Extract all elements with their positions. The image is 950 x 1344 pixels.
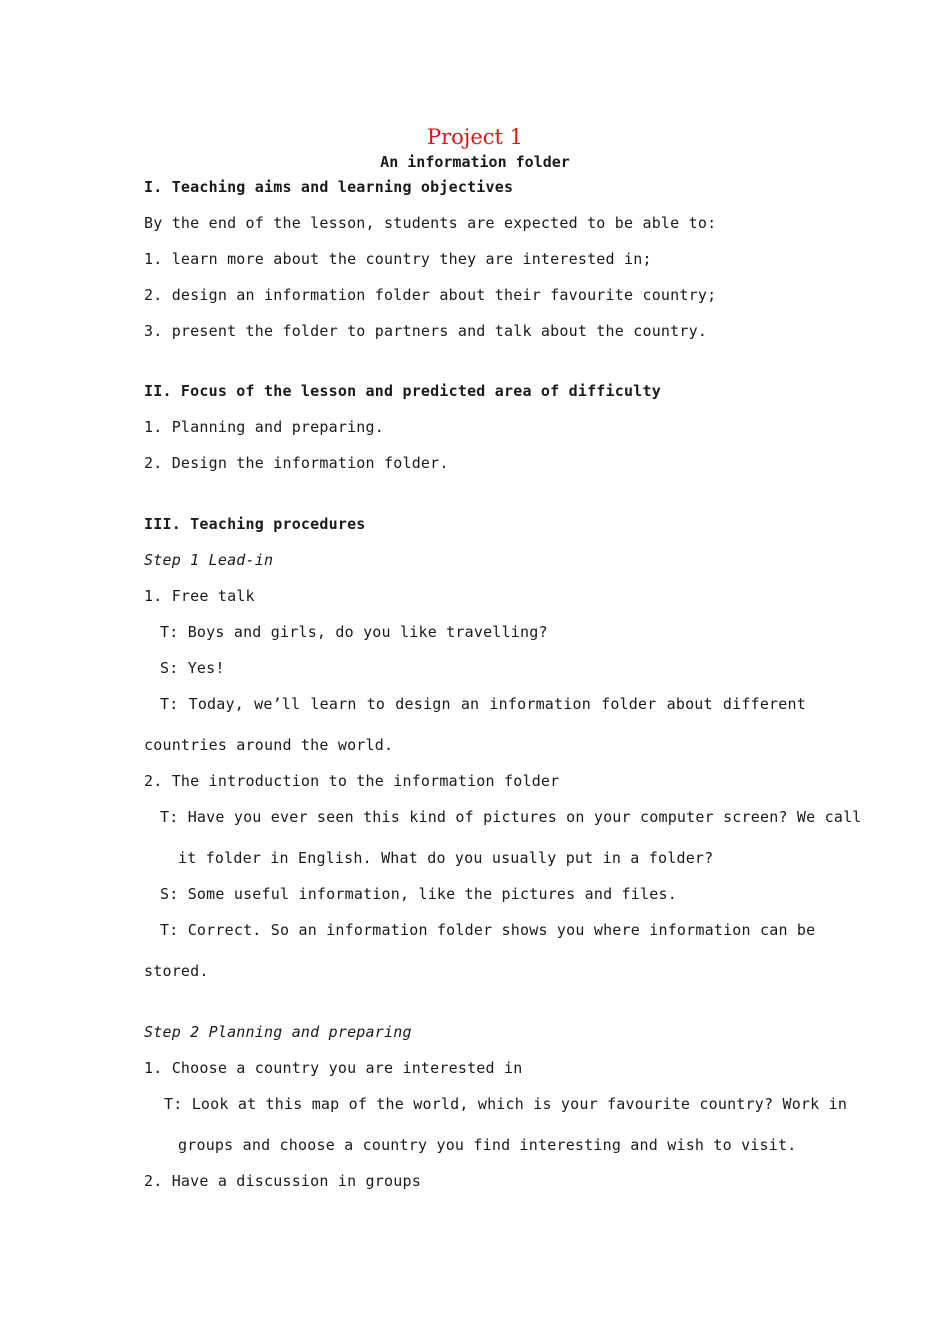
- document-title: Project 1: [427, 125, 523, 149]
- section-heading: II. Focus of the lesson and predicted area of difficulty: [144, 382, 661, 400]
- document-subtitle: An information folder: [380, 153, 570, 171]
- step-title: Step 1 Lead-in: [144, 551, 274, 569]
- dialogue-line: T: Have you ever seen this kind of pictures on your computer screen? We call: [160, 808, 862, 826]
- dialogue-line: S: Some useful information, like the pictures and files.: [160, 885, 677, 903]
- list-item: 1. Free talk: [144, 587, 255, 605]
- list-item: 1. Planning and preparing.: [144, 418, 384, 436]
- dialogue-line: T: Correct. So an information folder shows you where information can be: [160, 921, 816, 939]
- step-title: Step 2 Planning and preparing: [144, 1023, 412, 1041]
- list-item: 2. design an information folder about their favourite country;: [144, 286, 717, 304]
- dialogue-line: T: Today, we’ll learn to design an information folder about different: [160, 695, 806, 713]
- list-item: 2. Have a discussion in groups: [144, 1172, 421, 1190]
- section-heading: I. Teaching aims and learning objectives: [144, 178, 514, 196]
- list-item: 2. The introduction to the information folder: [144, 772, 560, 790]
- dialogue-continuation: groups and choose a country you find interesting and wish to visit.: [178, 1136, 797, 1154]
- list-item: 1. learn more about the country they are interested in;: [144, 250, 652, 268]
- list-item: 3. present the folder to partners and talk about the country.: [144, 322, 708, 340]
- paragraph: By the end of the lesson, students are expected to be able to:: [144, 214, 717, 232]
- section-heading: III. Teaching procedures: [144, 515, 366, 533]
- dialogue-line: S: Yes!: [160, 659, 225, 677]
- dialogue-continuation: countries around the world.: [144, 736, 394, 754]
- dialogue-line: T: Boys and girls, do you like travelling?: [160, 623, 548, 641]
- dialogue-continuation: it folder in English. What do you usually put in a folder?: [178, 849, 714, 867]
- list-item: 1. Choose a country you are interested in: [144, 1059, 523, 1077]
- dialogue-line: T: Look at this map of the world, which is your favourite country? Work in: [164, 1095, 848, 1113]
- list-item: 2. Design the information folder.: [144, 454, 449, 472]
- dialogue-continuation: stored.: [144, 962, 209, 980]
